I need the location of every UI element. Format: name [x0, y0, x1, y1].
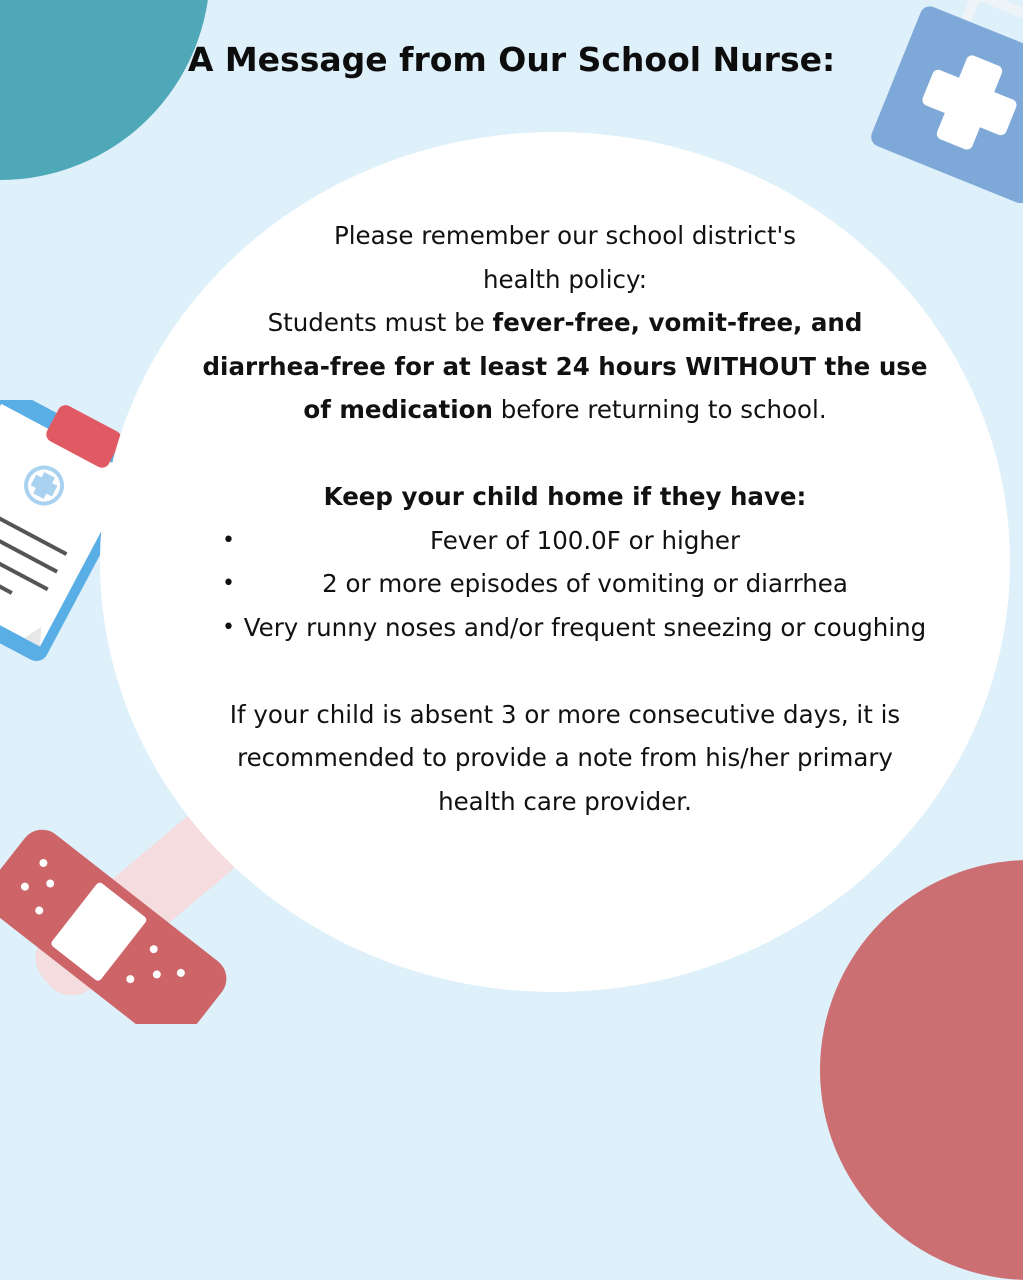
list-item [200, 562, 930, 606]
first-aid-kit-icon [840, 0, 1023, 220]
intro-line-2: health policy: [483, 264, 647, 294]
intro-text [200, 214, 930, 301]
list-item [200, 519, 930, 563]
bullet: • [222, 571, 235, 596]
intro-line-1: Please remember our school district's [333, 221, 797, 250]
spacer [200, 432, 930, 476]
teal-corner-blob [0, 0, 210, 180]
list-item [200, 606, 930, 650]
keep-home-heading: Keep your child home if they have: [323, 482, 807, 511]
policy-prefix: Students must be [267, 308, 493, 337]
bullet: • [222, 614, 235, 640]
absence-note: If your child is absent 3 or more consecutive days, it is recommended to provide a note from his/her primary health care provider. [229, 699, 901, 816]
red-corner-blob [820, 860, 1023, 1280]
page-title: A Message from Our School Nurse: [187, 40, 836, 79]
symptom-text: 2 or more episodes of vomiting or diarrhea [322, 569, 848, 598]
symptom-list [200, 519, 930, 650]
message-body [200, 214, 930, 823]
bullet: • [222, 527, 235, 553]
spacer [200, 649, 930, 693]
policy-text [200, 301, 930, 432]
symptom-text: Fever of 100.0F or higher [429, 525, 741, 555]
policy-bold: fever-free, vomit-free, and diarrhea-free for at least 24 hours WITHOUT the use of medication [202, 308, 928, 424]
symptom-text: Very runny noses and/or frequent sneezing or coughing [243, 612, 927, 642]
policy-suffix: before returning to school. [492, 395, 827, 424]
